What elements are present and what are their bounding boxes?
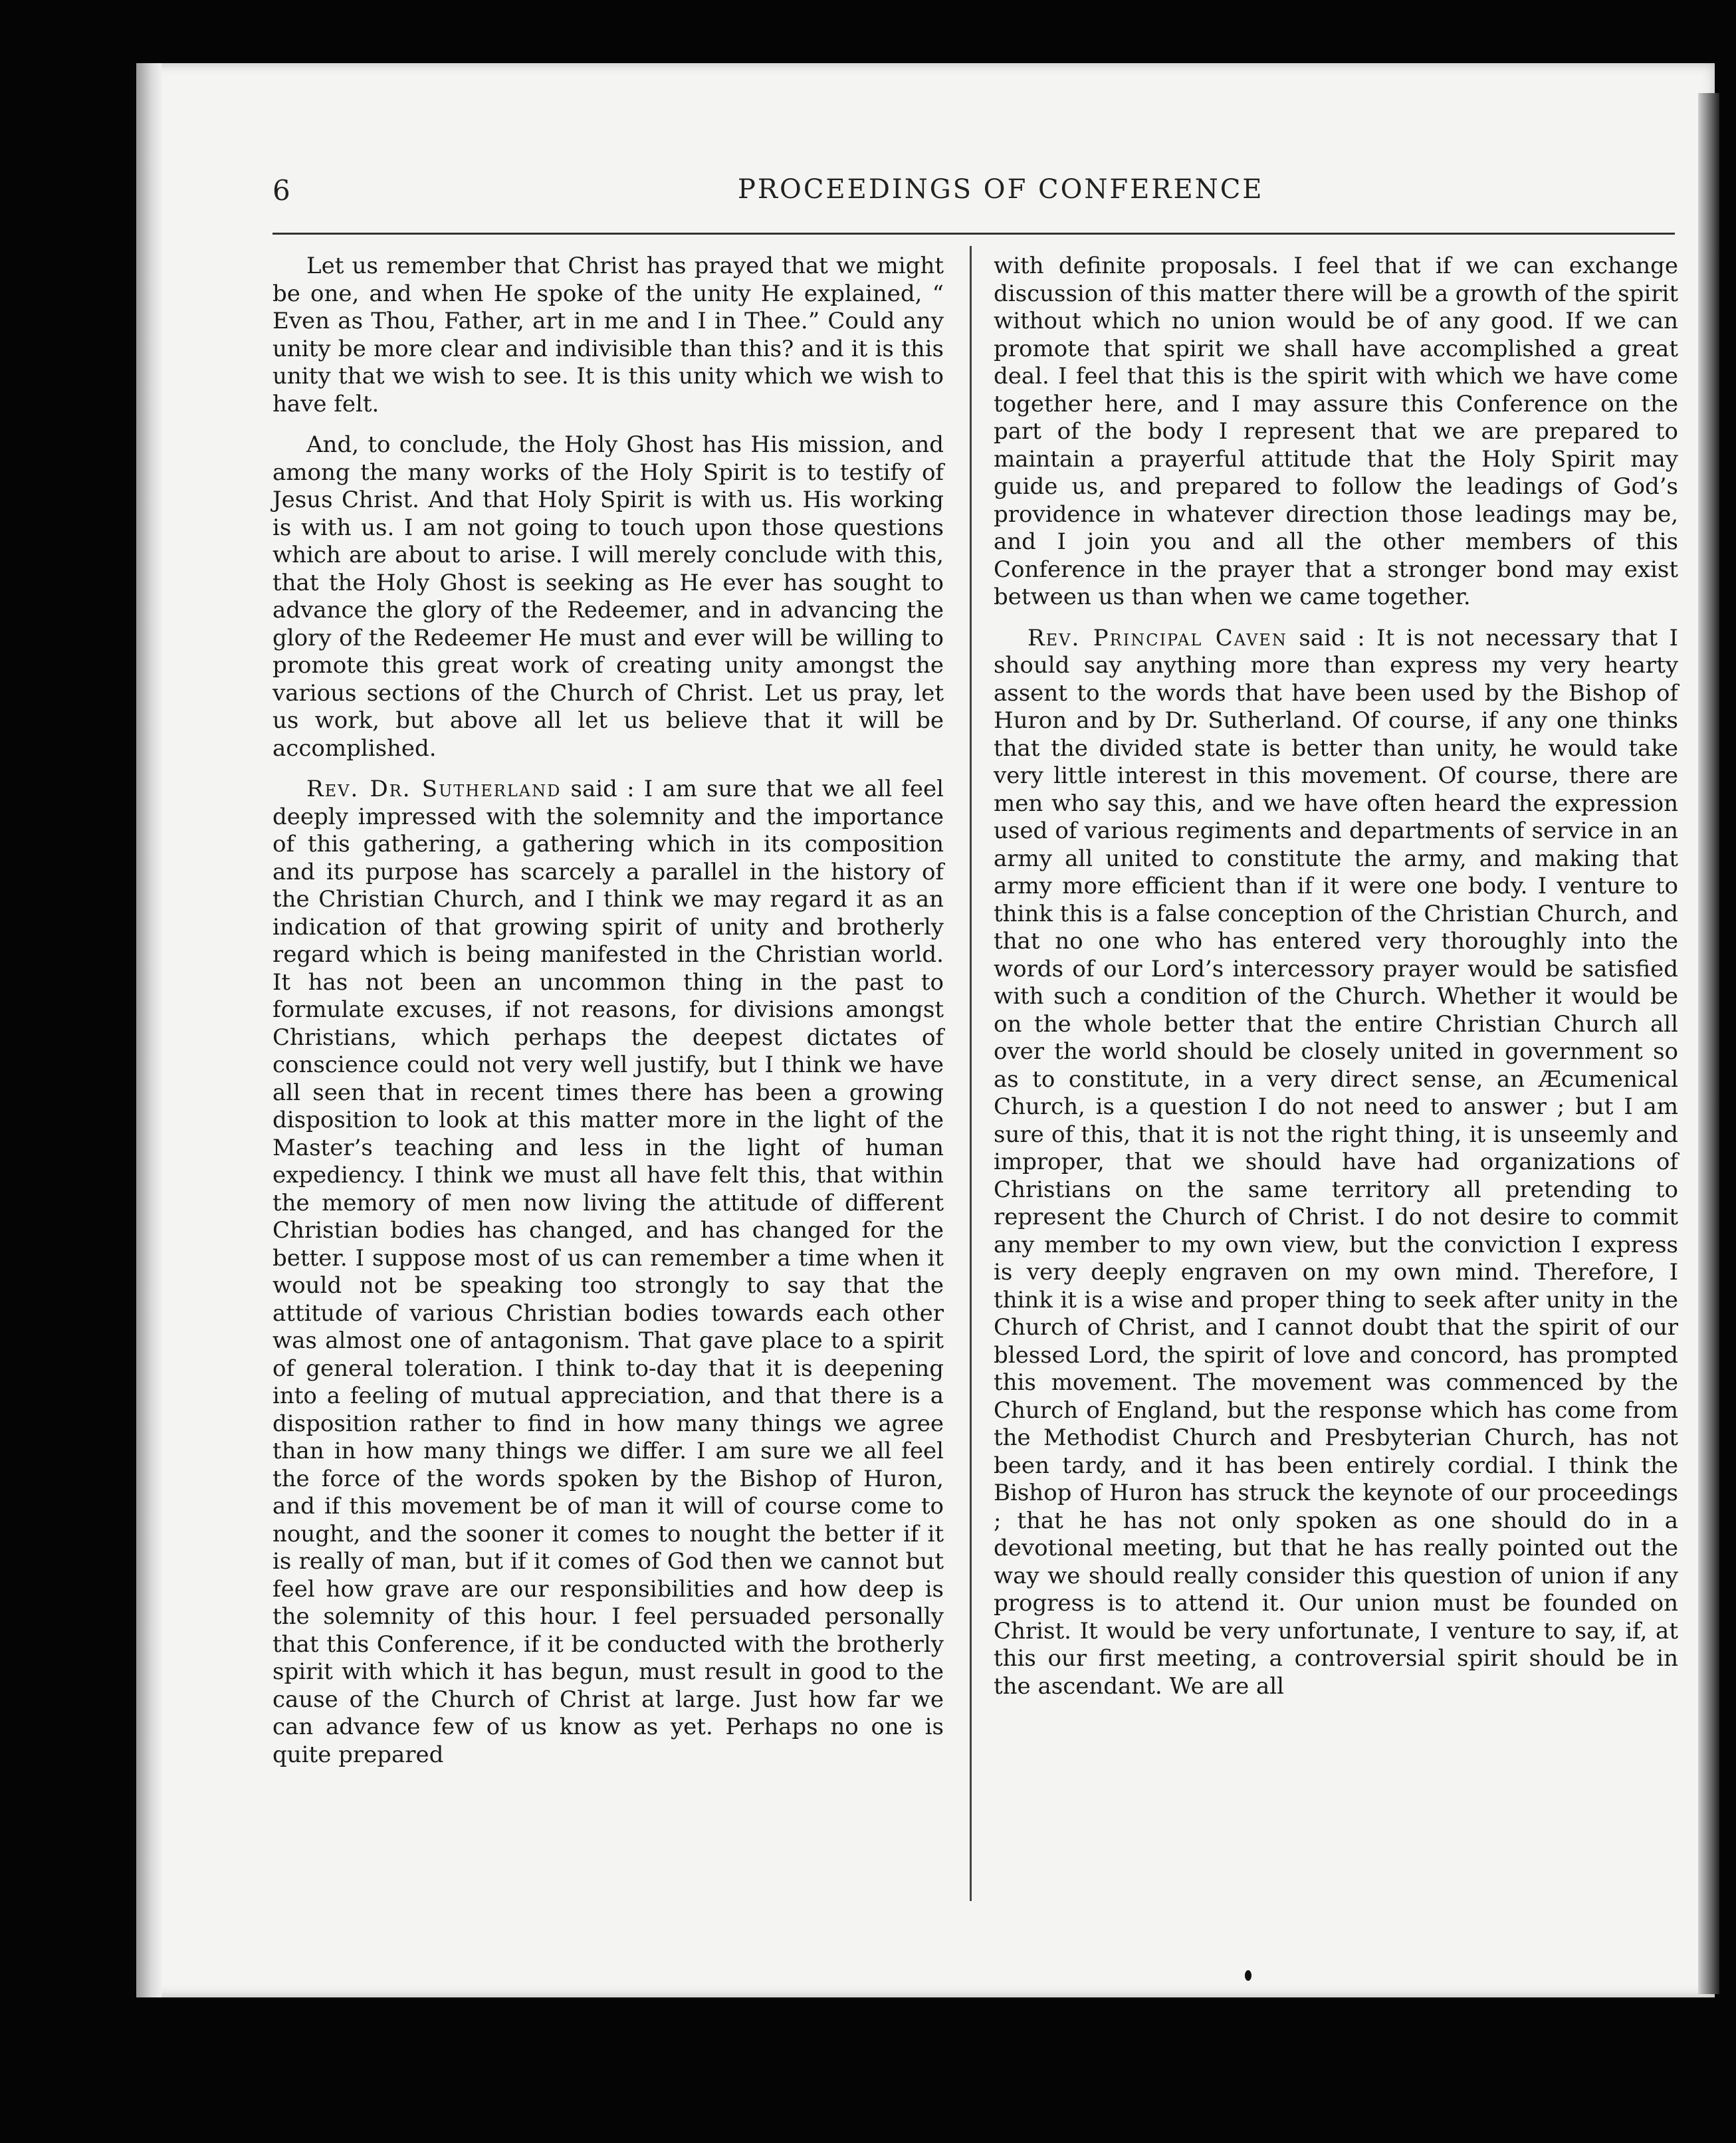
header-rule: [272, 233, 1675, 235]
speech-text: said : I am sure that we all feel deeply impressed with the solemnity and the importance of this gathering, a gathering which in its composition and its purpose has scarcely a parallel in the history of the Christian Church, and I think we may regard it as an indication of that growing spirit of unity and brotherly regard which is being manifested in the Christian world. It has not been an uncommon thing in the past to formulate excuses, if not reasons, for divisions amongst Christians, which perhaps the deepest dictates of conscience could not very well justify, but I think we have all seen that in recent times there has been a growing disposition to look at this matter more in the light of the Master’s teaching and less in the light of human expediency. I think we must all have felt this, that within the memory of men now living the attitude of different Christian bodies has changed, and has changed for the better. I suppose most of us can remember a time when it would not be speaking too strongly to say that the attitude of various Christian bodies towards each other was almost one of antagonism. That gave place to a spirit of general toleration. I think to-day that it is deepening into a feeling of mutual appreciation, and that there is a disposition rather to find in how many things we agree than in how many things we differ. I am sure we all feel the force of the words spoken by the Bishop of Huron, and if this movement be of man it will of course come to nought, and the sooner it comes to nought the better if it is really of man, but if it comes of God then we cannot but feel how grave are our responsibilities and how deep is the solemnity of this hour. I feel persuaded personally that this Conference, if it be conducted with the brotherly spirit with which it has begun, must result in good to the cause of the Church of Christ at large. Just how far we can advance few of us know as yet. Perhaps no one is quite prepared: [272, 776, 944, 1768]
paragraph-unity-prayer: Let us remember that Christ has prayed that we might be one, and when He spoke of the unity He explained, “ Even as Thou, Father, art in me and I in Thee.” Could any unity be more clear and indivisible than this? and it is this unity that we wish to see. It is this unity which we wish to have felt.: [272, 253, 944, 417]
running-header: PROCEEDINGS OF CONFERENCE: [738, 174, 1264, 205]
paragraph-holy-ghost: And, to conclude, the Holy Ghost has His mission, and among the many works of the Holy Spirit is to testify of Jesus Christ. And that Holy Spirit is with us. His working is with us. I am not going to touch upon those questions which are about to arise. I will merely conclude with this, that the Holy Ghost is seeking as He ever has sought to advance the glory of the Redeemer, and in advancing the glory of the Redeemer He must and ever will be willing to promote this great work of creating unity amongst the various sections of the Church of Christ. Let us pray, let us work, but above all let us believe that it will be accomplished.: [272, 431, 944, 762]
paragraph-caven: [994, 625, 1678, 1701]
page-right-edge-shadow: [1698, 93, 1719, 1994]
column-divider: [970, 246, 972, 1901]
page-number: 6: [272, 174, 290, 207]
paragraph-sutherland: [272, 776, 944, 1769]
right-column: [994, 253, 1678, 1714]
ink-speck: [1245, 1970, 1251, 1981]
speaker-name: Rev. Dr. Sutherland: [306, 776, 562, 802]
left-column: [272, 253, 944, 1782]
paragraph-continued: with definite proposals. I feel that if we can exchange discussion of this matter there will be a growth of the spirit without which no union would be of any good. If we can promote that spirit we shall have accomplished a great deal. I feel that this is the spirit with which we have come together here, and I may assure this Conference on the part of the body I represent that we are prepared to maintain a prayerful attitude that the Holy Spirit may guide us, and prepared to follow the leadings of God’s providence in whatever direction those leadings may be, and I join you and all the other members of this Conference in the prayer that a stronger bond may exist between us than when we came together.: [994, 253, 1678, 610]
speaker-name: Rev. Principal Caven: [1028, 624, 1287, 651]
speech-text: said : It is not necessary that I should say anything more than express my very hearty assent to the words that have been used by the Bishop of Huron and by Dr. Sutherland. Of course, if any one thinks that the divided state is better than unity, he would take very little interest in this movement. Of course, there are men who say this, and we have often heard the expression used of various regiments and departments of service in an army all united to constitute the army, and making that army more efficient than if it were one body. I venture to think this is a false conception of the Christian Church, and that no one who has entered very thoroughly into the words of our Lord’s intercessory prayer would be satisfied with such a condition of the Church. Whether it would be on the whole better that the entire Christian Church all over the world should be closely united in government so as to constitute, in a very direct sense, an Æcumenical Church, is a question I do not need to answer ; but I am sure of this, that it is not the right thing, it is unseemly and improper, that we should have had organizations of Christians on the same territory all pretending to represent the Church of Christ. I do not desire to commit any member to my own view, but the conviction I express is very deeply engraven on my own mind. Therefore, I think it is a wise and proper thing to seek after unity in the Church of Christ, and I cannot doubt that the spirit of our blessed Lord, the spirit of love and concord, has prompted this movement. The movement was commenced by the Church of England, but the response which has come from the Methodist Church and Presbyterian Church, has not been tardy, and it has been entirely cordial. I think the Bishop of Huron has struck the keynote of our proceedings ; that he has not only spoken as one should do in a devotional meeting, but that he has really pointed out the way we should really consider this question of union if any progress is to attend it. Our union must be founded on Christ. It would be very unfortunate, I venture to say, if, at this our first meeting, a controversial spirit should be in the ascendant. We are all: [994, 624, 1678, 1700]
page-left-edge-shadow: [136, 63, 162, 1997]
